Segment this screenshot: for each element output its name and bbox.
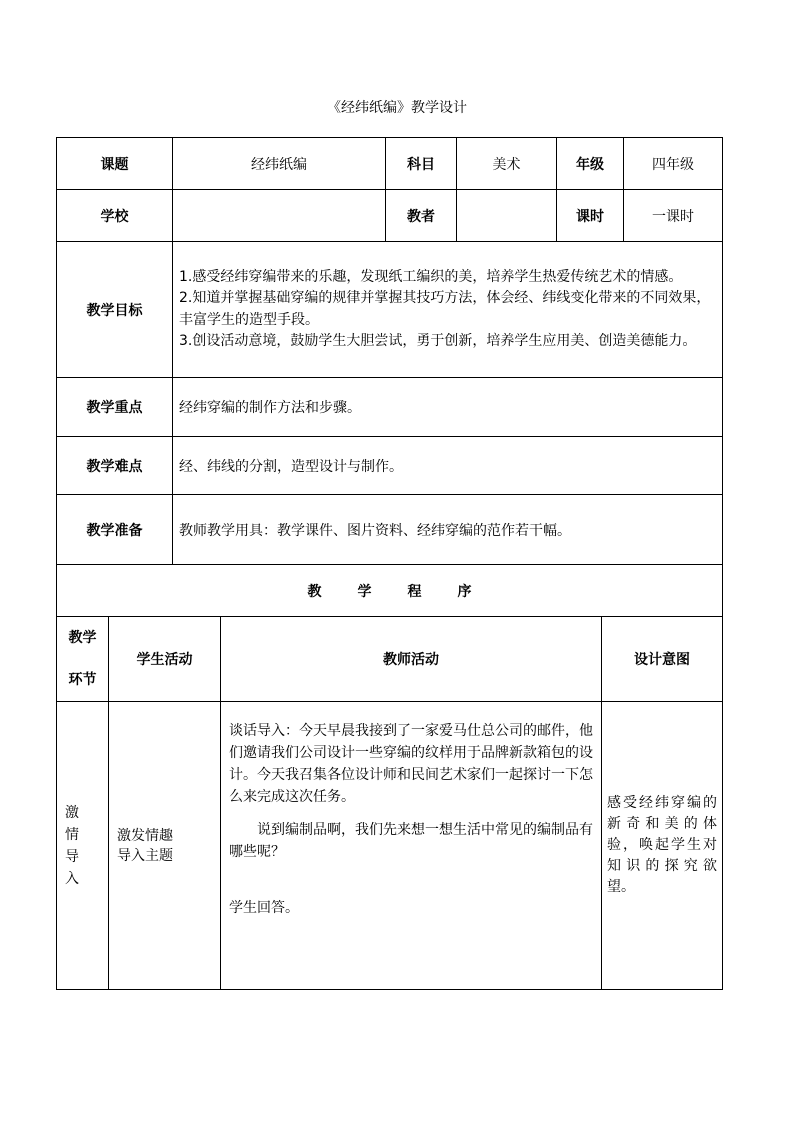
grade-value: 四年级 (624, 138, 723, 190)
topic-value: 经纬纸编 (173, 138, 386, 190)
student-activity-line: 导入主题 (117, 847, 173, 864)
design-intent-cell: 感受经纬穿编的新奇和美的体验，唤起学生对知识的探究欲望。 (602, 702, 723, 990)
key-points-text: 经纬穿编的制作方法和步骤。 (173, 378, 723, 437)
objectives-row (57, 242, 723, 378)
teacher-activity-paragraph: 说到编制品啊，我们先来想一想生活中常见的编制品有哪些呢？ (229, 822, 593, 860)
procedure-title-char: 程 (407, 583, 422, 600)
stage-char: 入 (65, 870, 79, 887)
subject-label: 科目 (386, 138, 457, 190)
stage-char: 情 (65, 826, 79, 843)
preparation-text: 教师教学用具：教学课件、图片资料、经纬穿编的范作若干幅。 (173, 495, 723, 565)
procedure-title-row (57, 565, 723, 617)
hours-value: 一课时 (624, 190, 723, 242)
procedure-title (57, 565, 723, 617)
objective-item: 3.创设活动意境，鼓励学生大胆尝试，勇于创新，培养学生应用美、创造美德能力。 (179, 333, 697, 349)
school-label: 学校 (57, 190, 173, 242)
student-activity-header: 学生活动 (109, 617, 221, 702)
procedure-title-char: 学 (357, 583, 372, 600)
procedure-row (57, 702, 723, 990)
school-value (173, 190, 386, 242)
topic-label: 课题 (57, 138, 173, 190)
teacher-activity-cell (221, 702, 602, 990)
difficulties-label: 教学难点 (57, 437, 173, 495)
stage-header (57, 617, 109, 702)
stage-char: 激 (65, 804, 79, 821)
objectives-content (173, 242, 723, 378)
subject-value: 美术 (457, 138, 557, 190)
student-activity-cell (109, 702, 221, 990)
document-title: 《经纬纸编》教学设计 (327, 100, 467, 116)
procedure-title-char: 教 (307, 583, 322, 600)
difficulties-text: 经、纬线的分割，造型设计与制作。 (173, 437, 723, 495)
objective-item: 2.知道并掌握基础穿编的规律并掌握其技巧方法，体会经、纬线变化带来的不同效果，丰富学生的造型手段。 (179, 290, 711, 328)
hours-label: 课时 (557, 190, 624, 242)
procedure-table (56, 616, 723, 990)
difficulties-row (57, 437, 723, 495)
key-points-row (57, 378, 723, 437)
procedure-header-row (57, 617, 723, 702)
procedure-title-char: 序 (457, 583, 472, 600)
stage-header-line: 环节 (68, 672, 97, 688)
preparation-row (57, 495, 723, 565)
stage-cell (57, 702, 109, 990)
objectives-label: 教学目标 (57, 242, 173, 378)
teacher-label: 教者 (386, 190, 457, 242)
teacher-value (457, 190, 557, 242)
teacher-activity-header: 教师活动 (221, 617, 602, 702)
info-row-2 (57, 190, 723, 242)
grade-label: 年级 (557, 138, 624, 190)
key-points-label: 教学重点 (57, 378, 173, 437)
info-row-1 (57, 138, 723, 190)
lesson-info-table (56, 137, 723, 617)
stage-char: 导 (65, 848, 79, 865)
preparation-label: 教学准备 (57, 495, 173, 565)
teacher-activity-paragraph: 学生回答。 (229, 900, 299, 916)
student-activity-line: 激发情趣 (117, 827, 173, 844)
objective-item: 1.感受经纬穿编带来的乐趣，发现纸工编织的美，培养学生热爱传统艺术的情感。 (179, 268, 683, 285)
design-intent-header: 设计意图 (602, 617, 723, 702)
stage-header-line: 教学 (68, 630, 97, 646)
teacher-activity-paragraph: 谈话导入：今天早晨我接到了一家爱马仕总公司的邮件，他们邀请我们公司设计一些穿编的纹样用于品牌新款箱包的设计。今天我召集各位设计师和民间艺术家们一起探讨一下怎么来完成这次任务。 (229, 723, 593, 805)
